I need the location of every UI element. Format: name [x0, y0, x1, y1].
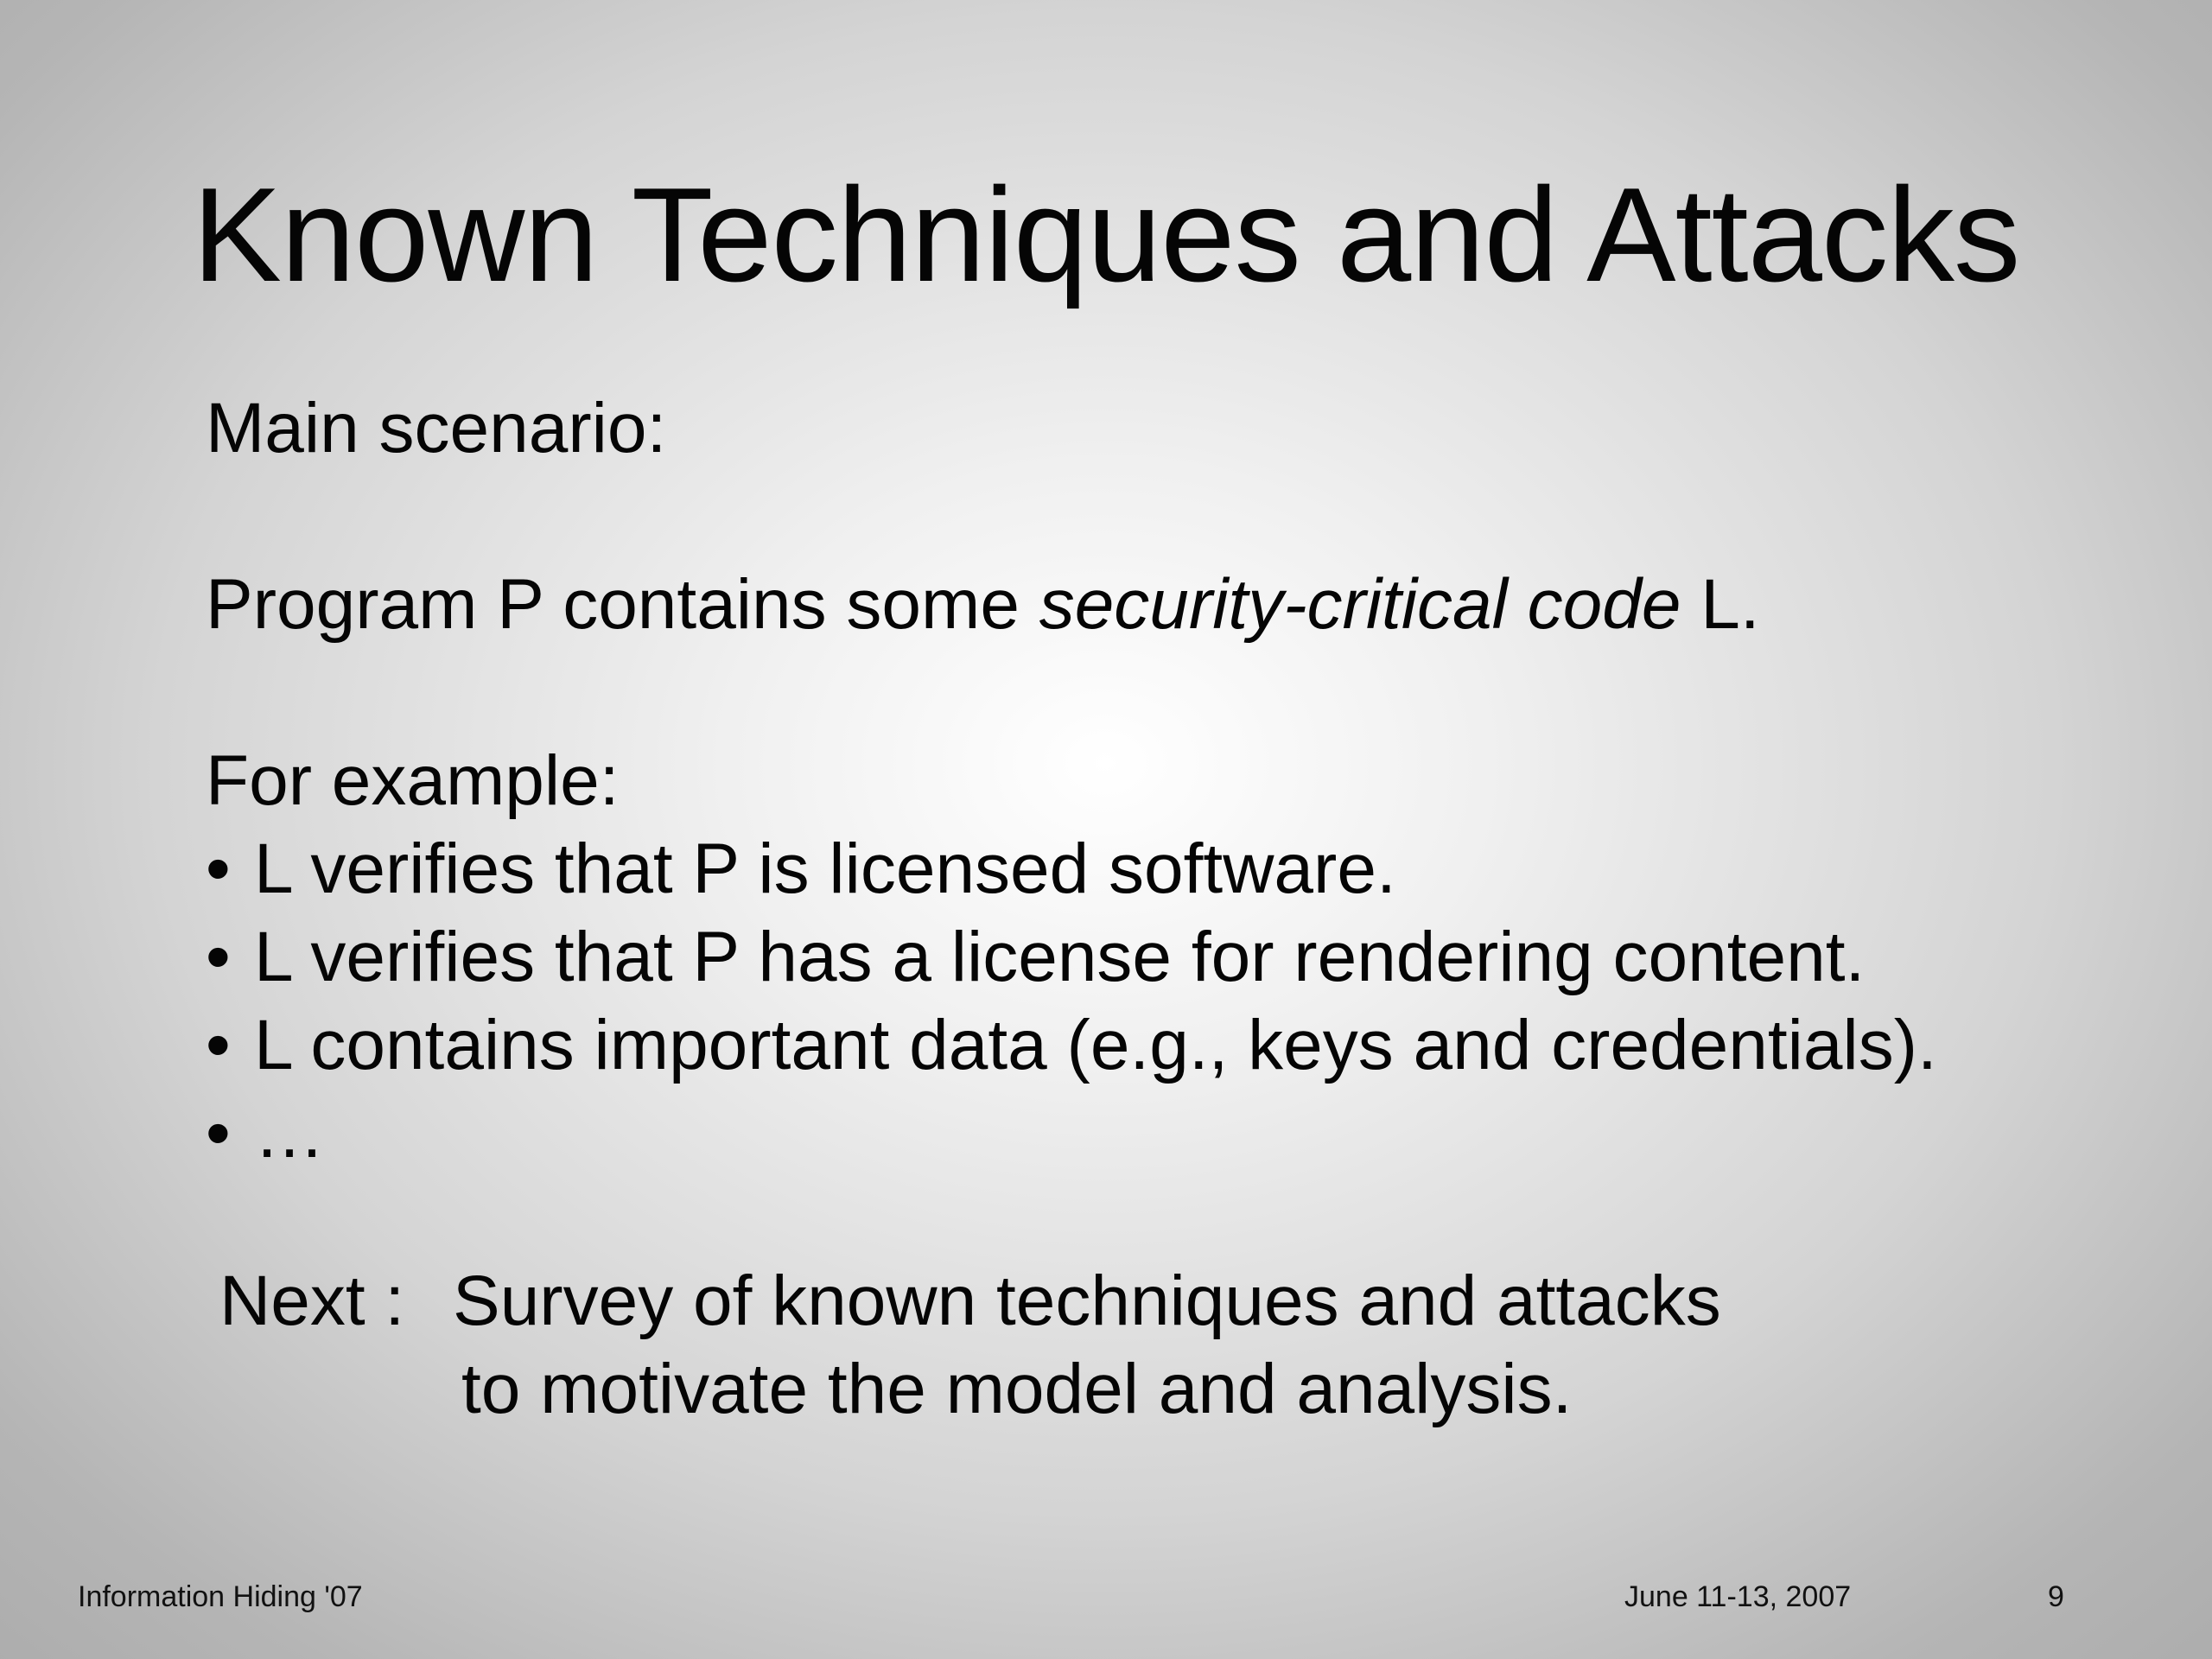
bullet-text: L verifies that P is licensed software. [254, 830, 1396, 908]
bullet-item [206, 914, 1865, 1001]
next-line-2: to motivate the model and analysis. [461, 1350, 1573, 1428]
bullet-item [206, 826, 1396, 912]
bullet-item [206, 1002, 1937, 1089]
bullet-text: … [254, 1094, 325, 1173]
bullet-text: L contains important data (e.g., keys and credentials). [254, 1006, 1937, 1084]
slide-title: Known Techniques and Attacks [192, 160, 2020, 309]
bullet-marker: • [206, 1006, 231, 1084]
footer-page-number: 9 [2048, 1580, 2064, 1613]
program-statement-end: L. [1681, 565, 1760, 644]
bullet-marker: • [206, 1094, 231, 1173]
program-statement-start: Program P contains some [206, 565, 1039, 644]
next-label: Next : [219, 1262, 405, 1340]
for-example-label: For example: [206, 741, 620, 820]
program-statement-emphasis: security-critical code [1039, 565, 1681, 644]
next-line-1: Survey of known techniques and attacks [453, 1262, 1721, 1340]
footer-conference: Information Hiding '07 [78, 1580, 363, 1613]
bullet-marker: • [206, 918, 231, 996]
bullet-item [206, 1090, 325, 1177]
main-scenario-label: Main scenario: [206, 389, 667, 467]
bullet-marker: • [206, 830, 231, 908]
footer-date: June 11-13, 2007 [1624, 1580, 1852, 1613]
bullet-text: L verifies that P has a license for rendering content. [254, 918, 1866, 996]
program-statement [206, 562, 1760, 648]
